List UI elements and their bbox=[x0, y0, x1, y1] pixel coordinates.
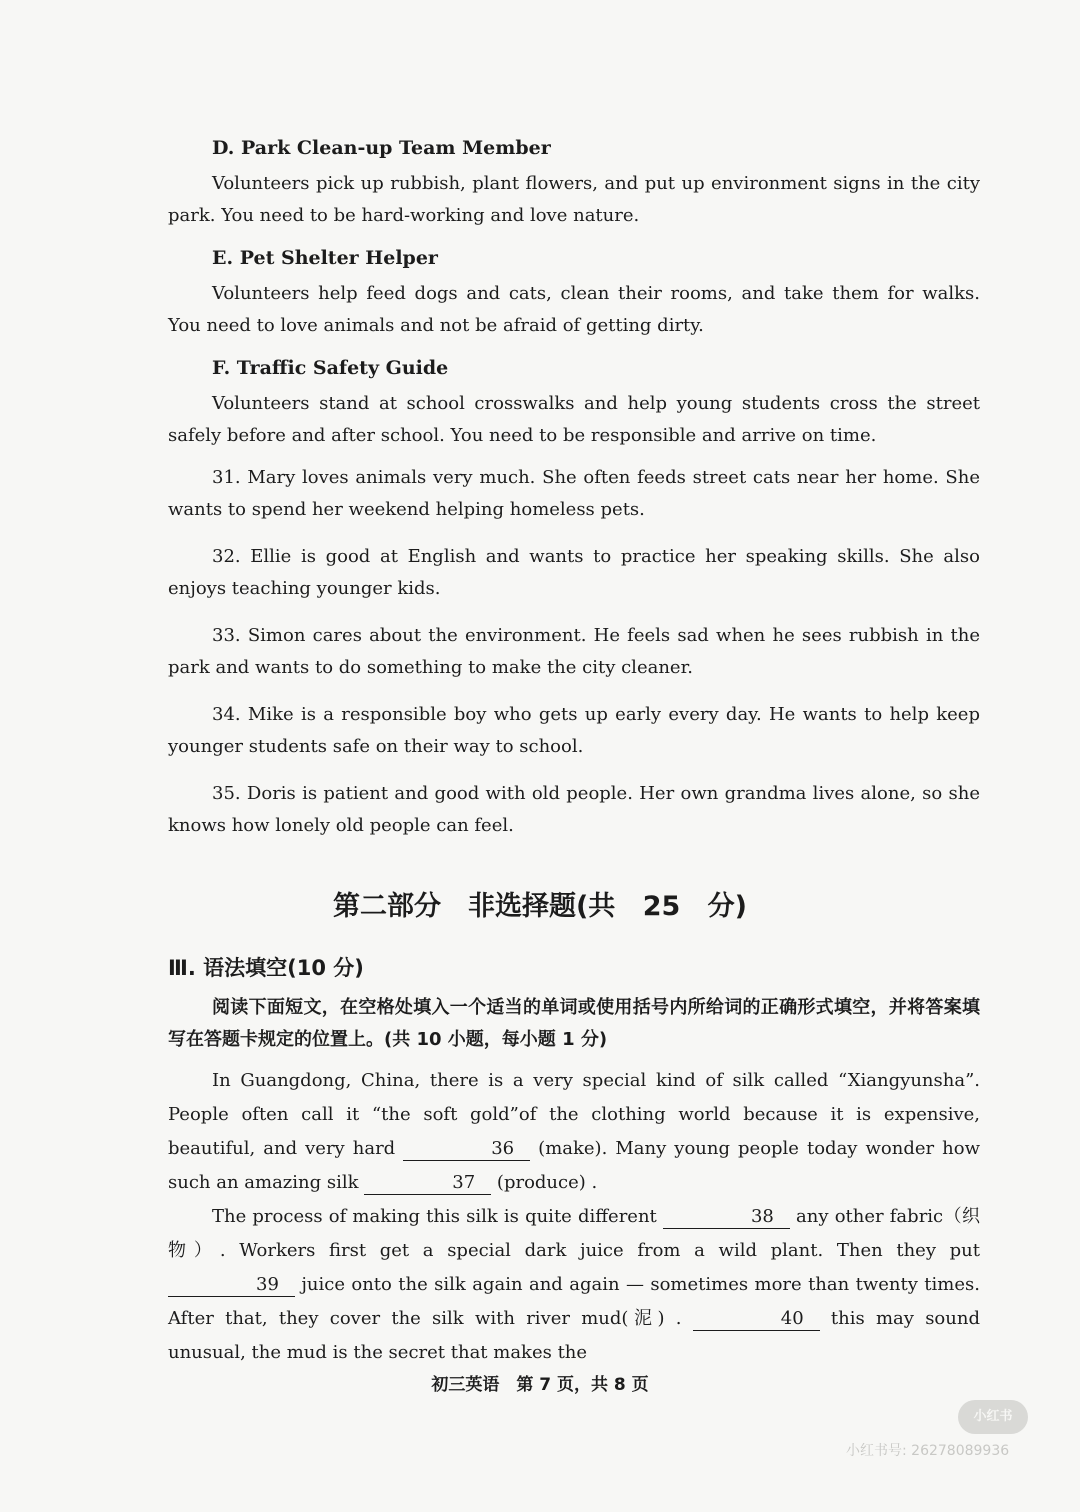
option-f bbox=[168, 356, 980, 452]
watermark-logo: 小红书 bbox=[958, 1400, 1028, 1434]
story-text: In Guangdong, China, there is a very special kind of silk called “Xiangyunsha”. People often call it “the soft gold”of the clothing world because it is expensive, beautiful, and very hard bbox=[168, 1070, 980, 1159]
option-e-text: Volunteers help feed dogs and cats, clean their rooms, and take them for walks. You need to love animals and not be afraid of getting dirty. bbox=[168, 283, 980, 336]
story-text: (produce) . bbox=[496, 1172, 598, 1193]
option-d-text: Volunteers pick up rubbish, plant flowers, and put up environment signs in the city park. You need to be hard-working and love nature. bbox=[168, 173, 980, 226]
instructions: 阅读下面短文，在空格处填入一个适当的单词或使用括号内所给词的正确形式填空，并将答案填写在答题卡规定的位置上。(共 10 小题，每小题 1 分) bbox=[168, 997, 980, 1050]
story-text: this may sound unusual, the mud is the secret that makes the bbox=[168, 1308, 980, 1363]
blank-36: 36 bbox=[403, 1138, 530, 1161]
page-footer: 初三英语 第 7 页，共 8 页 bbox=[431, 1375, 649, 1395]
story-text: The process of making this silk is quite different bbox=[212, 1206, 657, 1227]
option-d bbox=[168, 136, 980, 232]
blank-38: 38 bbox=[663, 1206, 790, 1229]
question-text: 35. Doris is patient and good with old people. Her own grandma lives alone, so she knows how lonely old people can feel. bbox=[168, 783, 980, 836]
question-text: 34. Mike is a responsible boy who gets up early every day. He wants to help keep younger students safe on their way to school. bbox=[168, 704, 980, 757]
question-31 bbox=[168, 462, 980, 526]
story-paragraph-1 bbox=[168, 1064, 980, 1200]
question-text: 31. Mary loves animals very much. She often feeds street cats near her home. She wants to spend her weekend helping homeless pets. bbox=[168, 467, 980, 520]
question-text: 33. Simon cares about the environment. He feels sad when he sees rubbish in the park and wants to do something to make the city cleaner. bbox=[168, 625, 980, 678]
story-text: any other fabric（织物）. Workers first get a special dark juice from a wild plant. Then they put bbox=[168, 1206, 981, 1261]
blank-39: 39 bbox=[168, 1274, 295, 1297]
question-34 bbox=[168, 699, 980, 763]
blank-40: 40 bbox=[693, 1308, 820, 1331]
part-title: 第二部分 非选择题(共 25 分) bbox=[332, 891, 748, 922]
option-d-title: D. Park Clean-up Team Member bbox=[212, 137, 551, 159]
section-title: Ⅲ. 语法填空(10 分) bbox=[168, 956, 364, 980]
watermark-id: 小红书号: 26278089936 bbox=[846, 1443, 1010, 1459]
story-text: (make). Many young people today wonder how such an amazing silk bbox=[168, 1138, 980, 1193]
option-f-title: F. Traffic Safety Guide bbox=[212, 357, 449, 379]
question-33 bbox=[168, 620, 980, 684]
option-e bbox=[168, 246, 980, 342]
option-f-text: Volunteers stand at school crosswalks and help young students cross the street safely before and after school. You need to be responsible and arrive on time. bbox=[168, 393, 980, 446]
question-35 bbox=[168, 778, 980, 842]
blank-37: 37 bbox=[364, 1172, 491, 1195]
option-e-title: E. Pet Shelter Helper bbox=[212, 247, 438, 269]
question-32 bbox=[168, 541, 980, 605]
story-text: juice onto the silk again and again — sometimes more than twenty times. After that, they cover the silk with river mud(泥) . bbox=[168, 1274, 980, 1329]
question-text: 32. Ellie is good at English and wants to practice her speaking skills. She also enjoys teaching younger kids. bbox=[168, 546, 980, 599]
story-paragraph-2 bbox=[168, 1200, 980, 1370]
